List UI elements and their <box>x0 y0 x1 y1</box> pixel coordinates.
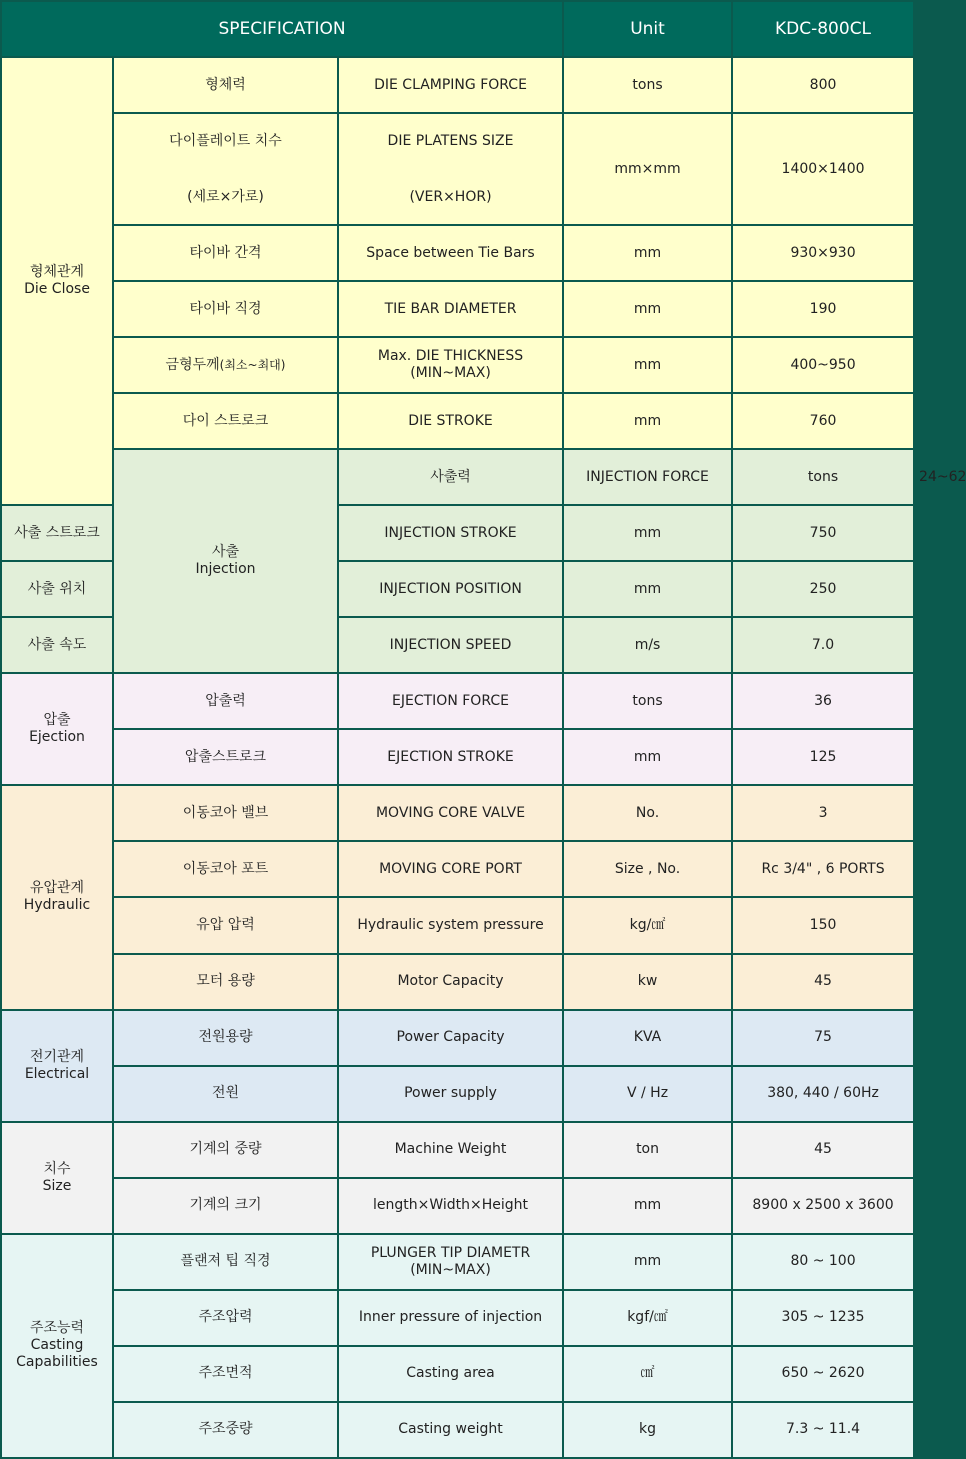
item-en: INJECTION FORCE <box>563 449 732 505</box>
item-value: 75 <box>732 1010 914 1066</box>
header-model: KDC-800CL <box>732 1 914 57</box>
item-en: DIE PLATENS SIZE (VER×HOR) <box>338 113 563 225</box>
table-row <box>1 337 914 393</box>
item-en: PLUNGER TIP DIAMETR (MIN~MAX) <box>338 1234 563 1290</box>
item-unit: V / Hz <box>563 1066 732 1122</box>
item-ko: 전원 <box>113 1066 338 1122</box>
item-en: MOVING CORE PORT <box>338 841 563 897</box>
item-value: 760 <box>732 393 914 449</box>
item-value: 305 ~ 1235 <box>732 1290 914 1346</box>
item-unit: No. <box>563 785 732 841</box>
item-value: 45 <box>732 954 914 1010</box>
item-en: MOVING CORE VALVE <box>338 785 563 841</box>
table-row <box>1 113 914 225</box>
item-value: 800 <box>732 57 914 113</box>
table-row <box>1 1402 914 1458</box>
item-en: length×Width×Height <box>338 1178 563 1234</box>
item-value: 1400×1400 <box>732 113 914 225</box>
header-unit: Unit <box>563 1 732 57</box>
item-en: INJECTION STROKE <box>338 505 563 561</box>
item-en: Power supply <box>338 1066 563 1122</box>
table-row <box>1 225 914 281</box>
table-row <box>1 1066 914 1122</box>
item-ko: 사출 스트로크 <box>1 505 113 561</box>
item-value: Rc 3/4" , 6 PORTS <box>732 841 914 897</box>
item-value: 36 <box>732 673 914 729</box>
category-electrical: 전기관계 Electrical <box>1 1010 113 1122</box>
item-unit: mm <box>563 729 732 785</box>
item-en: EJECTION STROKE <box>338 729 563 785</box>
item-ko: 압출스트로크 <box>113 729 338 785</box>
item-unit: kw <box>563 954 732 1010</box>
item-en: Motor Capacity <box>338 954 563 1010</box>
table-row <box>1 1178 914 1234</box>
item-value: 80 ~ 100 <box>732 1234 914 1290</box>
item-ko: 사출 속도 <box>1 617 113 673</box>
item-value: 650 ~ 2620 <box>732 1346 914 1402</box>
item-en: Space between Tie Bars <box>338 225 563 281</box>
item-value: 400~950 <box>732 337 914 393</box>
table-row <box>1 673 914 729</box>
item-value: 150 <box>732 897 914 953</box>
item-value: 7.0 <box>732 617 914 673</box>
table-row: 사출 Injection 사출력 INJECTION FORCE tons 24~62 <box>1 449 914 505</box>
item-en: DIE STROKE <box>338 393 563 449</box>
item-ko: 이동코아 밸브 <box>113 785 338 841</box>
table-row <box>1 785 914 841</box>
item-value: 7.3 ~ 11.4 <box>732 1402 914 1458</box>
item-unit: tons <box>563 57 732 113</box>
table-row <box>1 393 914 449</box>
item-ko: 형체력 <box>113 57 338 113</box>
category-size: 치수 Size <box>1 1122 113 1234</box>
item-unit: m/s <box>563 617 732 673</box>
header-specification: SPECIFICATION <box>1 1 563 57</box>
item-unit: mm <box>563 225 732 281</box>
category-casting-capabilities: 주조능력 Casting Capabilities <box>1 1234 113 1458</box>
header-row <box>1 1 914 57</box>
item-ko: 다이플레이트 치수 (세로×가로) <box>113 113 338 225</box>
item-value: 250 <box>732 561 914 617</box>
item-value: 190 <box>732 281 914 337</box>
item-en: Casting area <box>338 1346 563 1402</box>
item-ko: 금형두께(최소~최대) <box>113 337 338 393</box>
item-ko: 유압 압력 <box>113 897 338 953</box>
item-unit: mm <box>563 1178 732 1234</box>
item-en: Max. DIE THICKNESS (MIN~MAX) <box>338 337 563 393</box>
table-row <box>1 1122 914 1178</box>
item-ko: 기계의 크기 <box>113 1178 338 1234</box>
item-ko: 플랜져 팁 직경 <box>113 1234 338 1290</box>
item-value: 380, 440 / 60Hz <box>732 1066 914 1122</box>
table-row <box>1 729 914 785</box>
table-row <box>1 57 914 113</box>
item-unit: kg <box>563 1402 732 1458</box>
item-unit: mm <box>563 1234 732 1290</box>
item-ko: 모터 용량 <box>113 954 338 1010</box>
item-value: 930×930 <box>732 225 914 281</box>
item-ko: 타이바 간격 <box>113 225 338 281</box>
item-en: Inner pressure of injection <box>338 1290 563 1346</box>
item-en: Machine Weight <box>338 1122 563 1178</box>
table-row <box>1 281 914 337</box>
table-row <box>1 954 914 1010</box>
item-value: 750 <box>732 505 914 561</box>
item-en: DIE CLAMPING FORCE <box>338 57 563 113</box>
item-ko: 사출 위치 <box>1 561 113 617</box>
item-value: 3 <box>732 785 914 841</box>
item-ko: 이동코아 포트 <box>113 841 338 897</box>
category-hydraulic: 유압관계 Hydraulic <box>1 785 113 1009</box>
table-row <box>1 841 914 897</box>
item-en: TIE BAR DIAMETER <box>338 281 563 337</box>
item-unit: ton <box>563 1122 732 1178</box>
item-ko: 다이 스트로크 <box>113 393 338 449</box>
item-unit: mm <box>563 281 732 337</box>
item-unit: ㎠ <box>563 1346 732 1402</box>
category-ejection: 압출 Ejection <box>1 673 113 785</box>
item-unit: Size , No. <box>563 841 732 897</box>
item-unit: mm <box>563 505 732 561</box>
item-en: INJECTION SPEED <box>338 617 563 673</box>
item-unit: tons <box>732 449 914 505</box>
item-ko: 주조중량 <box>113 1402 338 1458</box>
item-en: Hydraulic system pressure <box>338 897 563 953</box>
item-ko: 사출력 <box>338 449 563 505</box>
item-ko: 타이바 직경 <box>113 281 338 337</box>
item-unit: tons <box>563 673 732 729</box>
item-unit: KVA <box>563 1010 732 1066</box>
item-ko: 기계의 중량 <box>113 1122 338 1178</box>
item-unit: mm <box>563 337 732 393</box>
item-value: 8900 x 2500 x 3600 <box>732 1178 914 1234</box>
category-injection: 사출 Injection <box>113 449 338 673</box>
item-ko: 주조압력 <box>113 1290 338 1346</box>
item-en: EJECTION FORCE <box>338 673 563 729</box>
table-row <box>1 1234 914 1290</box>
table-row <box>1 897 914 953</box>
item-en: Casting weight <box>338 1402 563 1458</box>
table-row <box>1 1010 914 1066</box>
item-en: INJECTION POSITION <box>338 561 563 617</box>
item-unit: kg/㎠ <box>563 897 732 953</box>
category-die-close: 형체관계 Die Close <box>1 57 113 505</box>
item-ko: 주조면적 <box>113 1346 338 1402</box>
item-ko: 전원용량 <box>113 1010 338 1066</box>
item-unit: mm <box>563 393 732 449</box>
item-unit: kgf/㎠ <box>563 1290 732 1346</box>
item-unit: mm <box>563 561 732 617</box>
item-en: Power Capacity <box>338 1010 563 1066</box>
table-row <box>1 1346 914 1402</box>
item-unit: mm×mm <box>563 113 732 225</box>
item-ko: 압출력 <box>113 673 338 729</box>
table-row <box>1 1290 914 1346</box>
item-value: 45 <box>732 1122 914 1178</box>
item-value: 125 <box>732 729 914 785</box>
